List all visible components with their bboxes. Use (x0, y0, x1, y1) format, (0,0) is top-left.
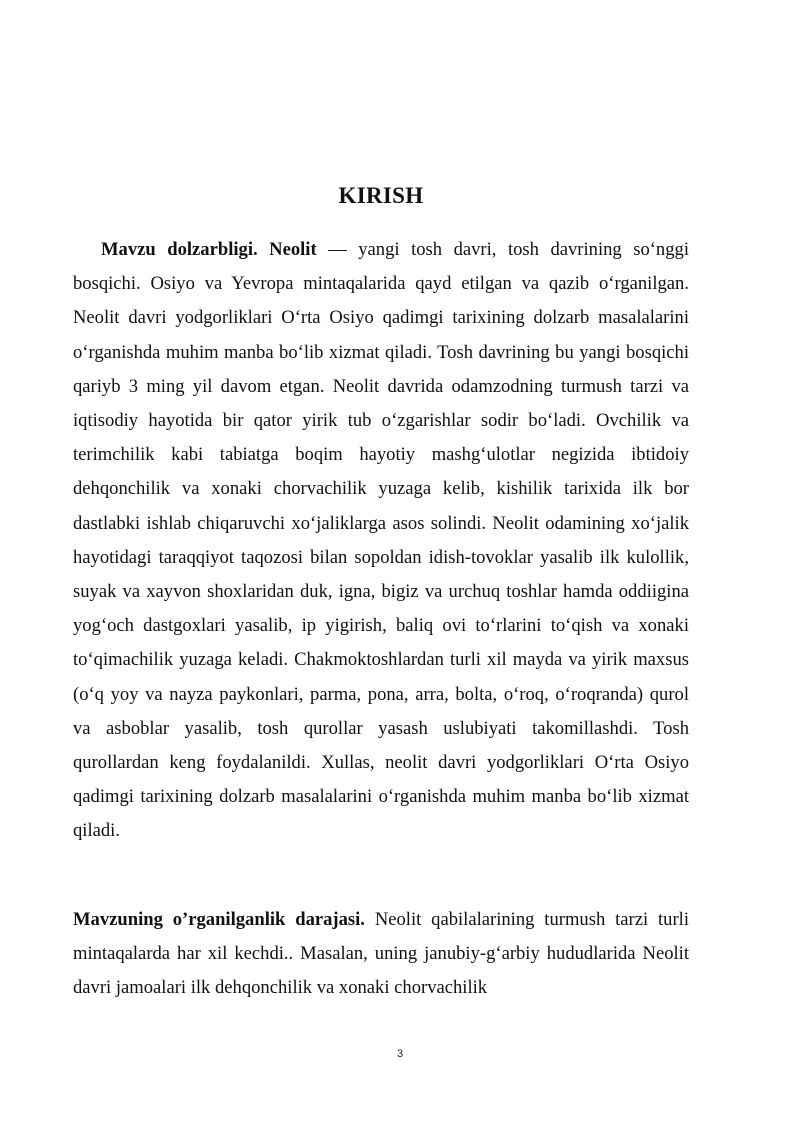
section-heading-relevance: Mavzu dolzarbligi. Neolit (101, 239, 317, 260)
paragraph-text: Neolit qabilalarining turmush tarzi turli mintaqalarda har xil kechdi.. Masalan, uning janubiy-g‘arbiy hududlarida Neolit davri jamoalari ilk dehqonchilik va xonaki chorvachilik (73, 909, 689, 999)
paragraph-relevance (73, 233, 689, 849)
paragraph-study-level (73, 903, 689, 1006)
paragraph-text: — yangi tosh davri, tosh davrining so‘nggi bosqichi. Osiyo va Yevropa mintaqalarida qayd etilgan va qazib o‘rganilgan. Neolit davri yodgorliklari O‘rta Osiyo qadimgi tarixining dolzarb masalalarini o‘rganishda muhim manba bo‘lib xizmat qiladi. Tosh davrining bu yangi bosqichi qariyb 3 ming yil davom etgan. Neolit davrida odamzodning turmush tarzi va iqtisodiy hayotida bir qator yirik tub o‘zgarishlar sodir bo‘ladi. Ovchilik va terimchilik kabi tabiatga boqim hayotiy mashg‘ulotlar negizida ibtidoiy dehqonchilik va xonaki chorvachilik yuzaga kelib, kishilik tarixida ilk bor dastlabki ishlab chiqaruvchi xo‘jaliklarga asos solindi. Neolit odamining xo‘jalik hayotidagi taraqqiyot taqozosi bilan sopoldan idish-tovoklar yasalib ilk kulollik, suyak va xayvon shoxlaridan duk, igna, bigiz va urchuq toshlar hamda oddiigina yog‘och dastgoxlari yasalib, ip yigirish, baliq ovi to‘rlarini to‘qish va xonaki to‘qimachilik yuzaga keladi. Chakmoktoshlardan turli xil mayda va yirik maxsus (o‘q yoy va nayza paykonlari, parma, pona, arra, bolta, o‘roq, o‘roqranda) qurol va asboblar yasalib, tosh qurollar yasash uslubiyati takomillashdi. Tosh qurollardan keng foydalanildi. Xullas, neolit davri yodgorliklari O‘rta Osiyo qadimgi tarixining dolzarb masalalarini o‘rganishda muhim manba bo‘lib xizmat qiladi. (73, 239, 689, 842)
page-title: KIRISH (338, 183, 424, 208)
page-number: 3 (396, 1048, 404, 1060)
section-heading-study-level: Mavzuning o’rganilganlik darajasi. (73, 909, 365, 930)
